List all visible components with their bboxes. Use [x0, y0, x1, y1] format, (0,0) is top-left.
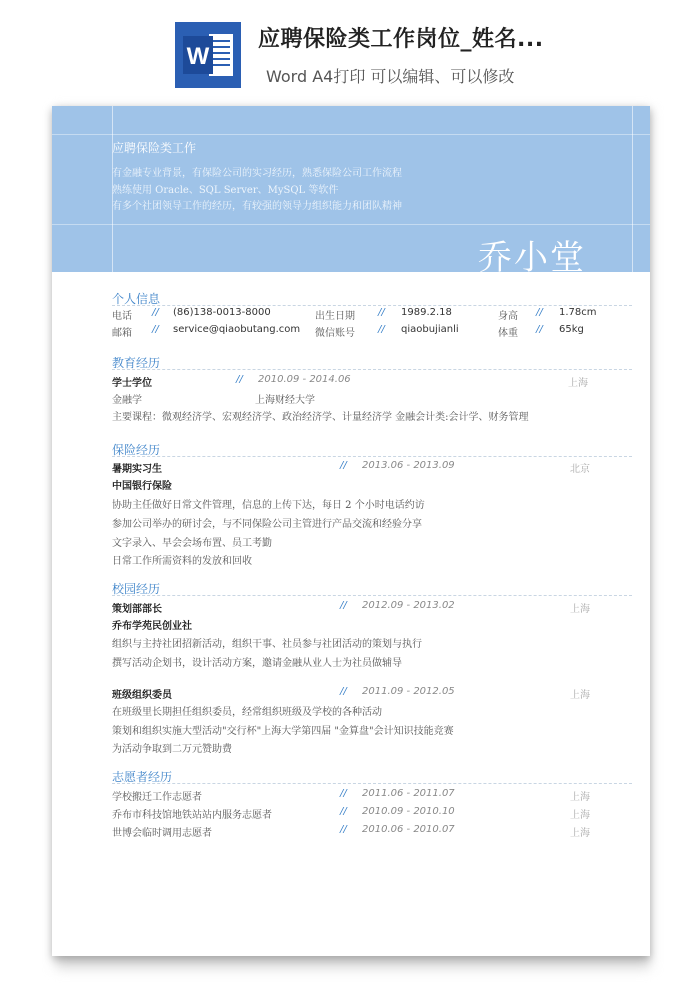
section-title-insurance: 保险经历 — [112, 443, 161, 457]
resume-page — [52, 106, 650, 956]
separator: // — [378, 324, 385, 335]
insurance-org: 中国银行保险 — [112, 481, 172, 492]
weight-value: 65kg — [559, 324, 584, 335]
insurance-duty: 日常工作所需资料的发放和回收 — [112, 556, 252, 567]
section-title-campus: 校园经历 — [112, 582, 161, 596]
separator: // — [152, 324, 159, 335]
word-document-icon — [175, 22, 241, 88]
degree: 学士学位 — [112, 378, 152, 389]
birthdate-label: 出生日期 — [315, 311, 355, 322]
wechat-value: qiaobujianli — [401, 324, 459, 335]
section-divider — [112, 595, 632, 596]
campus-date: 2012.09 - 2013.02 — [362, 600, 455, 611]
height-label: 身高 — [498, 311, 518, 322]
section-title-volunteer: 志愿者经历 — [112, 770, 173, 784]
document-subtitle: Word A4打印 可以编辑、可以修改 — [266, 67, 515, 86]
volunteer-role: 世博会临时调用志愿者 — [112, 828, 212, 839]
campus-role: 策划部部长 — [112, 604, 162, 615]
phone-value: (86)138-0013-8000 — [173, 307, 271, 318]
campus-role: 班级组织委员 — [112, 690, 172, 701]
birthdate-value: 1989.2.18 — [401, 307, 452, 318]
separator: // — [236, 374, 243, 385]
separator: // — [340, 788, 347, 799]
height-value: 1.78cm — [559, 307, 597, 318]
insurance-duty: 文字录入、早会会场布置、员工考勤 — [112, 538, 272, 549]
candidate-name: 乔小堂 — [478, 238, 586, 278]
campus-city: 上海 — [570, 604, 590, 615]
education-city: 上海 — [568, 378, 588, 389]
volunteer-city: 上海 — [570, 792, 590, 803]
summary-line: 熟练使用 Oracle、SQL Server、MySQL 等软件 — [112, 185, 339, 196]
email-label: 邮箱 — [112, 328, 132, 339]
insurance-role: 暑期实习生 — [112, 464, 162, 475]
guide-line — [52, 224, 650, 225]
insurance-duty: 参加公司举办的研讨会，与不同保险公司主管进行产品交流和经验分享 — [112, 519, 422, 530]
insurance-date: 2013.06 - 2013.09 — [362, 460, 455, 471]
separator: // — [378, 307, 385, 318]
separator: // — [536, 307, 543, 318]
job-title: 应聘保险类工作 — [112, 141, 197, 155]
wechat-label: 微信账号 — [315, 328, 355, 339]
volunteer-city: 上海 — [570, 828, 590, 839]
section-divider — [112, 456, 632, 457]
separator: // — [340, 686, 347, 697]
campus-duty: 撰写活动企划书，设计活动方案，邀请金融从业人士为社员做辅导 — [112, 658, 402, 669]
section-divider — [112, 783, 632, 784]
resume-header — [52, 106, 650, 278]
separator: // — [340, 806, 347, 817]
campus-duty: 策划和组织实施大型活动"交行杯"上海大学第四届 "金算盘"会计知识技能竞赛 — [112, 726, 454, 737]
document-title: 应聘保险类工作岗位_姓名... — [258, 27, 544, 52]
section-title-education: 教育经历 — [112, 356, 161, 370]
separator: // — [536, 324, 543, 335]
volunteer-role: 乔布市科技馆地铁站站内服务志愿者 — [112, 810, 272, 821]
courses: 主要课程：微观经济学、宏观经济学、政治经济学、计量经济学 金融会计类:会计学、财务管理 — [112, 412, 529, 423]
campus-date: 2011.09 - 2012.05 — [362, 686, 455, 697]
section-divider — [112, 369, 632, 370]
insurance-city: 北京 — [570, 464, 590, 475]
campus-duty: 组织与主持社团招新活动，组织干事、社员参与社团活动的策划与执行 — [112, 639, 422, 650]
email-value: service@qiaobutang.com — [173, 324, 301, 335]
education-date: 2010.09 - 2014.06 — [258, 374, 351, 385]
separator: // — [340, 824, 347, 835]
section-title-personal: 个人信息 — [112, 292, 161, 306]
summary-line: 有多个社团领导工作的经历，有较强的领导力组织能力和团队精神 — [112, 201, 402, 212]
separator: // — [152, 307, 159, 318]
separator: // — [340, 460, 347, 471]
volunteer-date: 2010.06 - 2010.07 — [362, 824, 455, 835]
volunteer-city: 上海 — [570, 810, 590, 821]
campus-duty: 在班级里长期担任组织委员，经常组织班级及学校的各种活动 — [112, 707, 382, 718]
campus-duty: 为活动争取到二万元赞助费 — [112, 744, 232, 755]
insurance-duty: 协助主任做好日常文件管理，信息的上传下达，每日 2 个小时电话约访 — [112, 500, 425, 511]
volunteer-role: 学校搬迁工作志愿者 — [112, 792, 202, 803]
major: 金融学 — [112, 395, 142, 406]
campus-city: 上海 — [570, 690, 590, 701]
weight-label: 体重 — [498, 328, 518, 339]
campus-org: 乔布学苑民创业社 — [112, 621, 192, 632]
summary-line: 有金融专业背景，有保险公司的实习经历，熟悉保险公司工作流程 — [112, 168, 402, 179]
volunteer-date: 2011.06 - 2011.07 — [362, 788, 455, 799]
download-banner — [0, 0, 700, 100]
phone-label: 电话 — [112, 311, 132, 322]
school: 上海财经大学 — [255, 395, 315, 406]
separator: // — [340, 600, 347, 611]
volunteer-date: 2010.09 - 2010.10 — [362, 806, 455, 817]
word-icon-letter: W — [186, 43, 210, 70]
guide-line — [632, 106, 633, 272]
section-divider — [112, 305, 632, 306]
guide-line — [52, 134, 650, 135]
